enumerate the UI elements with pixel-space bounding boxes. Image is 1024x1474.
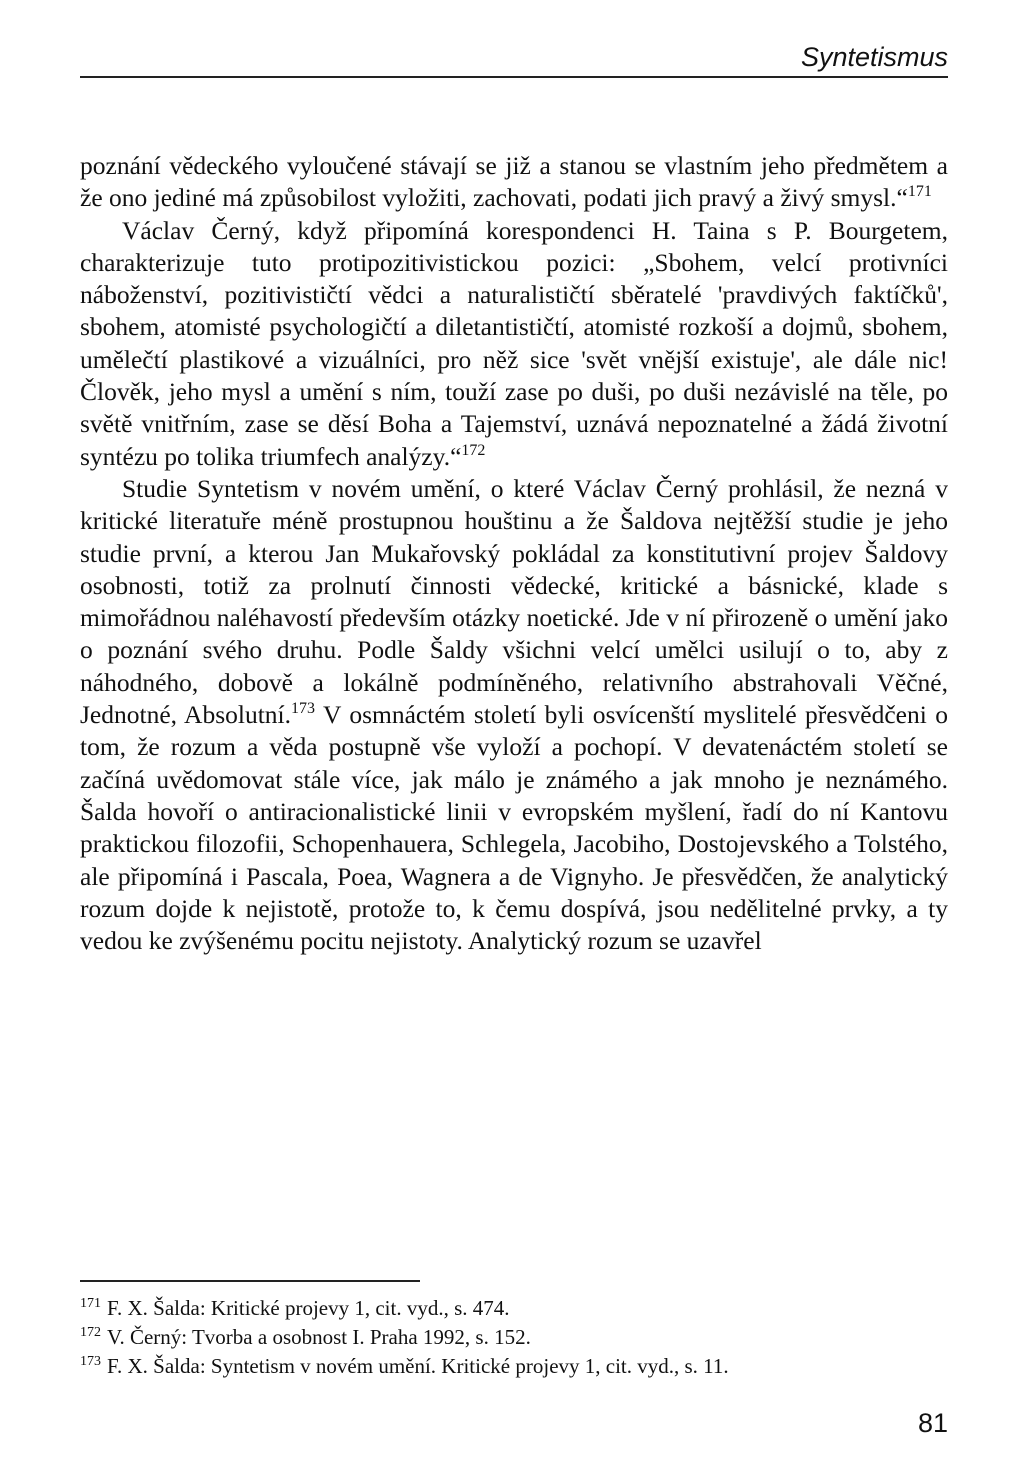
footnote-ref-173: 173 <box>291 700 316 718</box>
footnote-number: 173 <box>80 1354 101 1369</box>
paragraph-2 <box>80 215 948 473</box>
footnotes <box>80 1294 948 1381</box>
footnote-rule <box>80 1280 420 1282</box>
paragraph-1 <box>80 150 948 215</box>
footnote-171 <box>80 1294 948 1323</box>
footnote-number: 172 <box>80 1325 101 1340</box>
footnote-number: 171 <box>80 1296 101 1311</box>
paragraph-2-text: Václav Černý, když připomíná korespondenci H. Taina s P. Bourgetem, charakterizuje tuto protipozitivistickou pozici: „Sbohem, velcí protivníci náboženství, pozitivističtí vědci a naturalističtí sběratelé 'pravdivých faktíčků', sbohem, atomisté psychologičtí a diletantističtí, atomisté rozkoší a dojmů, sbohem, umělečtí plastikové a vizuálníci, pro něž sice 'svět vnější existuje', ale dále nic! Člověk, jeho mysl a umění s ním, touží zase po duši, po duši nezávislé na těle, po světě vnitřním, zase se děsí Boha a Tajemství, uznává nepoznatelné a žádá životní syntézu po tolika triumfech analýzy.“ <box>80 215 948 471</box>
footnote-173 <box>80 1352 948 1381</box>
footnote-ref-171: 171 <box>907 183 932 201</box>
paragraph-3-text-b: V osmnáctém století byli osvícenští myslitelé přesvědčeni o tom, že rozum a věda postupně vše vyloží a pochopí. V devatenáctém století se začíná uvědomovat stále více, jak málo je známého a jak mnoho je neznámého. Šalda hovoří o antiracionalistické linii v evropském myšlení, řadí do ní Kantovu praktickou filozofii, Schopenhauera, Schlegela, Jacobiho, Dostojevského a Tolstého, ale připomíná i Pascala, Poea, Wagnera a de Vignyho. Je přesvědčen, že analytický rozum dojde k nejistotě, protože to, k čemu dospívá, jsou nedělitelné prvky, a ty vedou ke zvýšenému pocitu nejistoty. Analytický rozum se uzavřel <box>80 700 948 956</box>
footnote-text: V. Černý: Tvorba a osobnost I. Praha 1992, s. 152. <box>107 1325 531 1349</box>
main-text <box>80 150 948 957</box>
paragraph-3 <box>80 473 948 957</box>
footnote-ref-172: 172 <box>461 441 486 459</box>
paragraph-1-text: poznání vědeckého vyloučené stávají se již a stanou se vlastním jeho předmětem a že ono jediné má způsobilost vyložiti, zachovati, podati jich pravý a živý smysl.“ <box>80 151 948 213</box>
footnote-text: F. X. Šalda: Kritické projevy 1, cit. vyd., s. 474. <box>107 1296 510 1320</box>
footnote-172 <box>80 1323 948 1352</box>
header-rule <box>80 76 948 78</box>
footnote-text: F. X. Šalda: Syntetism v novém umění. Kritické projevy 1, cit. vyd., s. 11. <box>107 1354 729 1378</box>
page-number: 81 <box>917 1408 948 1438</box>
running-header: Syntetismus <box>800 42 948 72</box>
paragraph-3-text-a: Studie Syntetism v novém umění, o které Václav Černý prohlásil, že nezná v kritické literatuře méně prostupnou houštinu a že Šaldova nejtěžší studie je jeho studie první, a kterou Jan Mukařovský pokládal za konstitutivní projev Šaldovy osobnosti, totiž za prolnutí činnosti vědecké, kritické a básnické, klade s mimořádnou naléhavostí především otázky noetické. Jde v ní přirozeně o umění jako o poznání svého druhu. Podle Šaldy všichni velcí umělci usilují o to, aby z náhodného, dobově a lokálně podmíněného, relativního abstrahovali Věčné, Jednotné, Absolutní. <box>80 473 948 730</box>
